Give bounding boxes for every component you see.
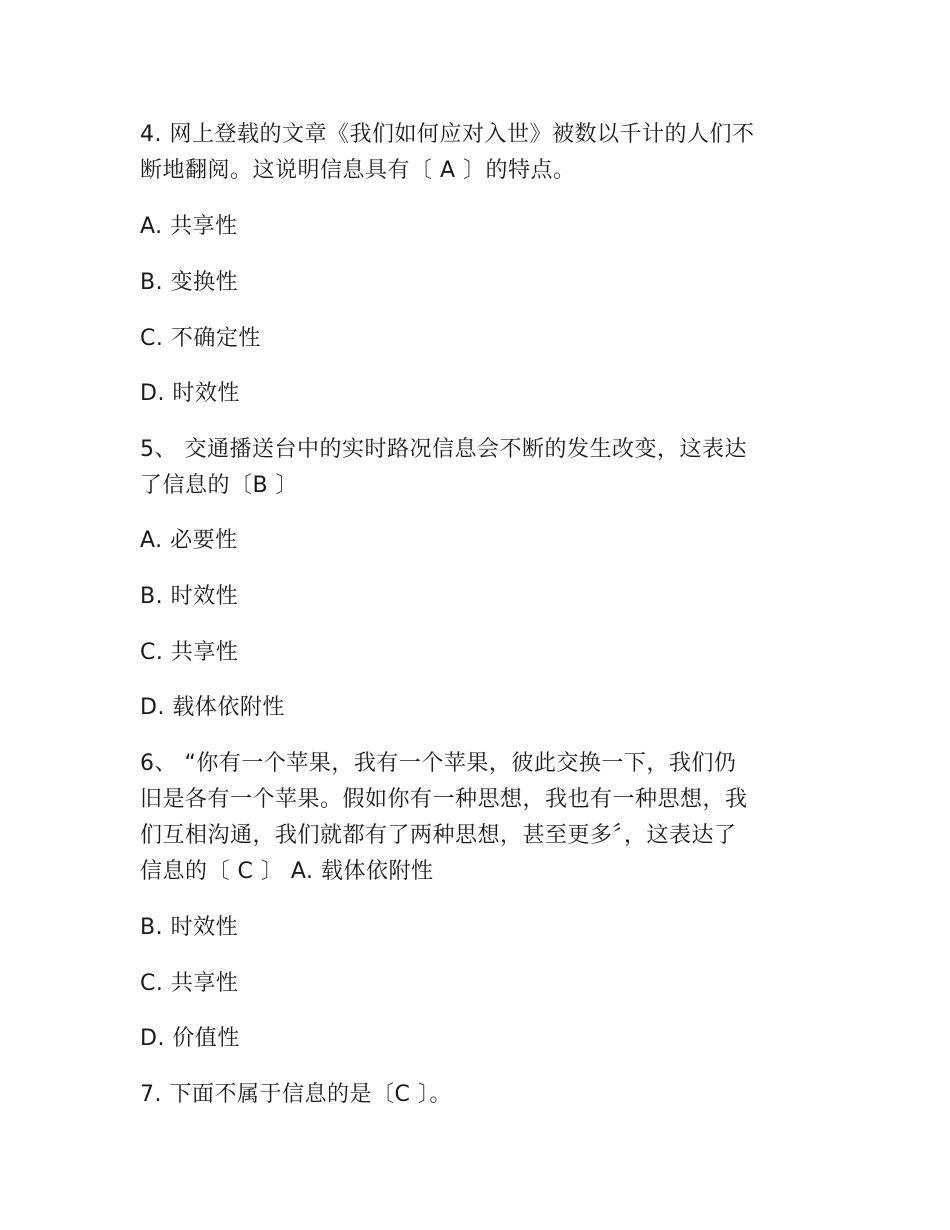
question-6-line-3: 们互相沟通，我们就都有了两种思想，甚至更多〞，这表达了	[140, 823, 737, 848]
question-4-option-a: A. 共享性	[140, 214, 238, 239]
question-6-line-1: 6、 “你有一个苹果，我有一个苹果，彼此交换一下，我们仍	[140, 751, 737, 776]
question-6-option-d: D. 价值性	[140, 1026, 240, 1051]
question-5-line-1: 5、 交通播送台中的实时路况信息会不断的发生改变，这表达	[140, 437, 747, 462]
question-6-line-4: 信息的〔 C 〕 A. 载体依附性	[140, 859, 434, 884]
question-5-option-a: A. 必要性	[140, 528, 238, 553]
question-4-line-2: 断地翻阅。这说明信息具有〔 A 〕的特点。	[140, 158, 576, 183]
question-4-option-d: D. 时效性	[140, 381, 240, 406]
question-5-line-2: 了信息的〔B 〕	[140, 473, 299, 498]
question-5-option-d: D. 载体依附性	[140, 695, 285, 720]
question-4-option-b: B. 变换性	[140, 270, 239, 295]
question-5-option-c: C. 共享性	[140, 640, 239, 665]
question-4-line-1: 4. 网上登载的文章《我们如何应对入世》被数以千计的人们不	[140, 122, 755, 147]
question-7-line-1: 7. 下面不属于信息的是〔C 〕。	[140, 1082, 452, 1107]
question-5-option-b: B. 时效性	[140, 584, 239, 609]
question-6-line-2: 旧是各有一个苹果。假如你有一种思想，我也有一种思想，我	[140, 787, 748, 812]
question-6-option-c: C. 共享性	[140, 971, 239, 996]
question-6-option-b: B. 时效性	[140, 915, 239, 940]
question-4-option-c: C. 不确定性	[140, 326, 261, 351]
